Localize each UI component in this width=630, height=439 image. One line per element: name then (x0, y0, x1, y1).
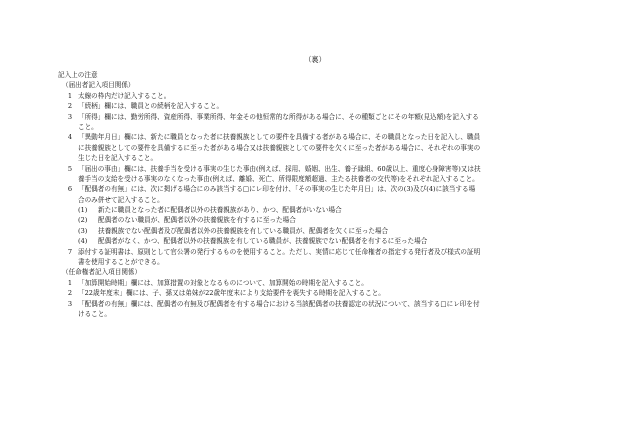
note-item-text-continued: けること。 (78, 309, 111, 318)
note-item-text: 「22歳年度末」欄には、子、孫又は弟妹が22歳年度末により支給要件を喪失する時期を記入すること。 (78, 289, 385, 298)
note-item-7 (58, 247, 583, 257)
note-item-text-continued: こと。 (78, 122, 98, 131)
note-item-text: 「配偶者の有無」欄には、配偶者の有無及び配偶者を有する場合における当該配偶者の扶養認定の状況について、該当する□にレ印を付 (78, 299, 480, 308)
note-item-6 (58, 184, 583, 194)
note-item-text: 「加算開始時期」欄には、加算措置の対象となるものについて、加算開始の時期を記入すること。 (78, 278, 368, 287)
note-item-number: 6 (67, 185, 73, 194)
note-subitem-text: 新たに職員となった者に配偶者以外の扶養親族があり、かつ、配偶者がいない場合 (98, 206, 342, 215)
note-item-text: 「所得」欄には、勤労所得、資産所得、事業所得、年金その他恒常的な所得がある場合に、その種類ごとにその年額(見込額)を記入する (78, 112, 479, 121)
note-subitem-number: (1) (78, 206, 88, 215)
appointer-item-3 (58, 299, 583, 309)
appointer-item-1 (58, 278, 583, 288)
note-item-text-continued: 養手当の支給を受ける事実のなくなった事由(例えば、離婚、死亡、所得限度額超過、主たる扶養者の交代等)をそれぞれ記入すること。 (78, 174, 479, 183)
note-item-text: 太線の枠内だけ記入すること。 (78, 91, 171, 100)
section-applicant-label: （届出者記入項目関係） (62, 81, 135, 90)
notes-block (58, 70, 583, 319)
note-item-text: 「届出の事由」欄には、扶養手当を受ける事実の生じた事由(例えば、採用、婚姻、出生、養子縁組、60歳以上、重度心身障害等)又は扶 (78, 164, 481, 173)
note-subitem-4 (58, 236, 583, 246)
note-item-text-continued: 合のみ併せて記入すること。 (78, 195, 164, 204)
note-item-number: 5 (67, 164, 73, 173)
section-appointer-label: （任命権者記入項目関係） (62, 268, 142, 277)
note-subitem-number: (4) (78, 237, 88, 246)
applicant-items (58, 91, 583, 268)
note-subitem-text: 配偶者のない職員が、配偶者以外の扶養親族を有するに至った場合 (98, 216, 296, 225)
note-item-number: 2 (67, 289, 73, 298)
note-item-4 (58, 132, 583, 142)
notes-heading: 記入上の注意 (58, 71, 98, 79)
note-item-text-continued: 書を使用することができる。 (78, 258, 164, 267)
appointer-items (58, 278, 583, 320)
note-item-number: 2 (67, 102, 73, 111)
note-item-text: 「異動年月日」欄には、新たに職員となった者に扶養親族としての要件を具備する者がある場合に、その職員となった日を記入し、職員 (78, 133, 481, 142)
note-item-number: 1 (67, 91, 73, 100)
note-subitem-2 (58, 215, 583, 225)
appointer-item-2 (58, 288, 583, 298)
note-item-5 (58, 164, 583, 174)
note-item-2 (58, 101, 583, 111)
note-subitem-text: 扶養親族でない配偶者及び配偶者以外の扶養親族を有している職員が、配偶者を欠くに至った場合 (98, 226, 389, 235)
note-item-number: 3 (67, 112, 73, 121)
note-item-text-continued: 生じた日を記入すること。 (78, 154, 158, 163)
note-subitem-1 (58, 205, 583, 215)
note-item-3 (58, 112, 583, 122)
page-side-label: （裏） (304, 55, 326, 64)
note-item-number: 4 (67, 133, 73, 142)
note-subitem-number: (3) (78, 226, 88, 235)
note-item-text: 「続柄」欄には、職員との続柄を記入すること。 (78, 102, 224, 111)
note-item-number: 7 (67, 247, 73, 256)
note-item-number: 1 (67, 278, 73, 287)
note-item-text-continued: に扶養親族としての要件を具備するに至った者がある場合又は扶養親族としての要件を欠くに至った者がある場合に、それぞれの事実の (78, 143, 481, 152)
note-item-number: 3 (67, 299, 73, 308)
note-subitem-number: (2) (78, 216, 88, 225)
note-item-text: 「配偶者の有無」には、次に掲げる場合にのみ該当する□にレ印を付け、「その事実の生じた年月日」は、次の(3)及び(4)に該当する場 (78, 185, 476, 194)
note-item-1 (58, 91, 583, 101)
note-subitem-3 (58, 226, 583, 236)
note-item-text: 添付する証明書は、原則として官公署の発行するものを使用すること。ただし、実情に応じて任命権者の指定する発行者及び様式の証明 (78, 247, 481, 256)
note-subitem-text: 配偶者がなく、かつ、配偶者以外の扶養親族を有している職員が、扶養親族でない配偶者を有するに至った場合 (98, 237, 428, 246)
